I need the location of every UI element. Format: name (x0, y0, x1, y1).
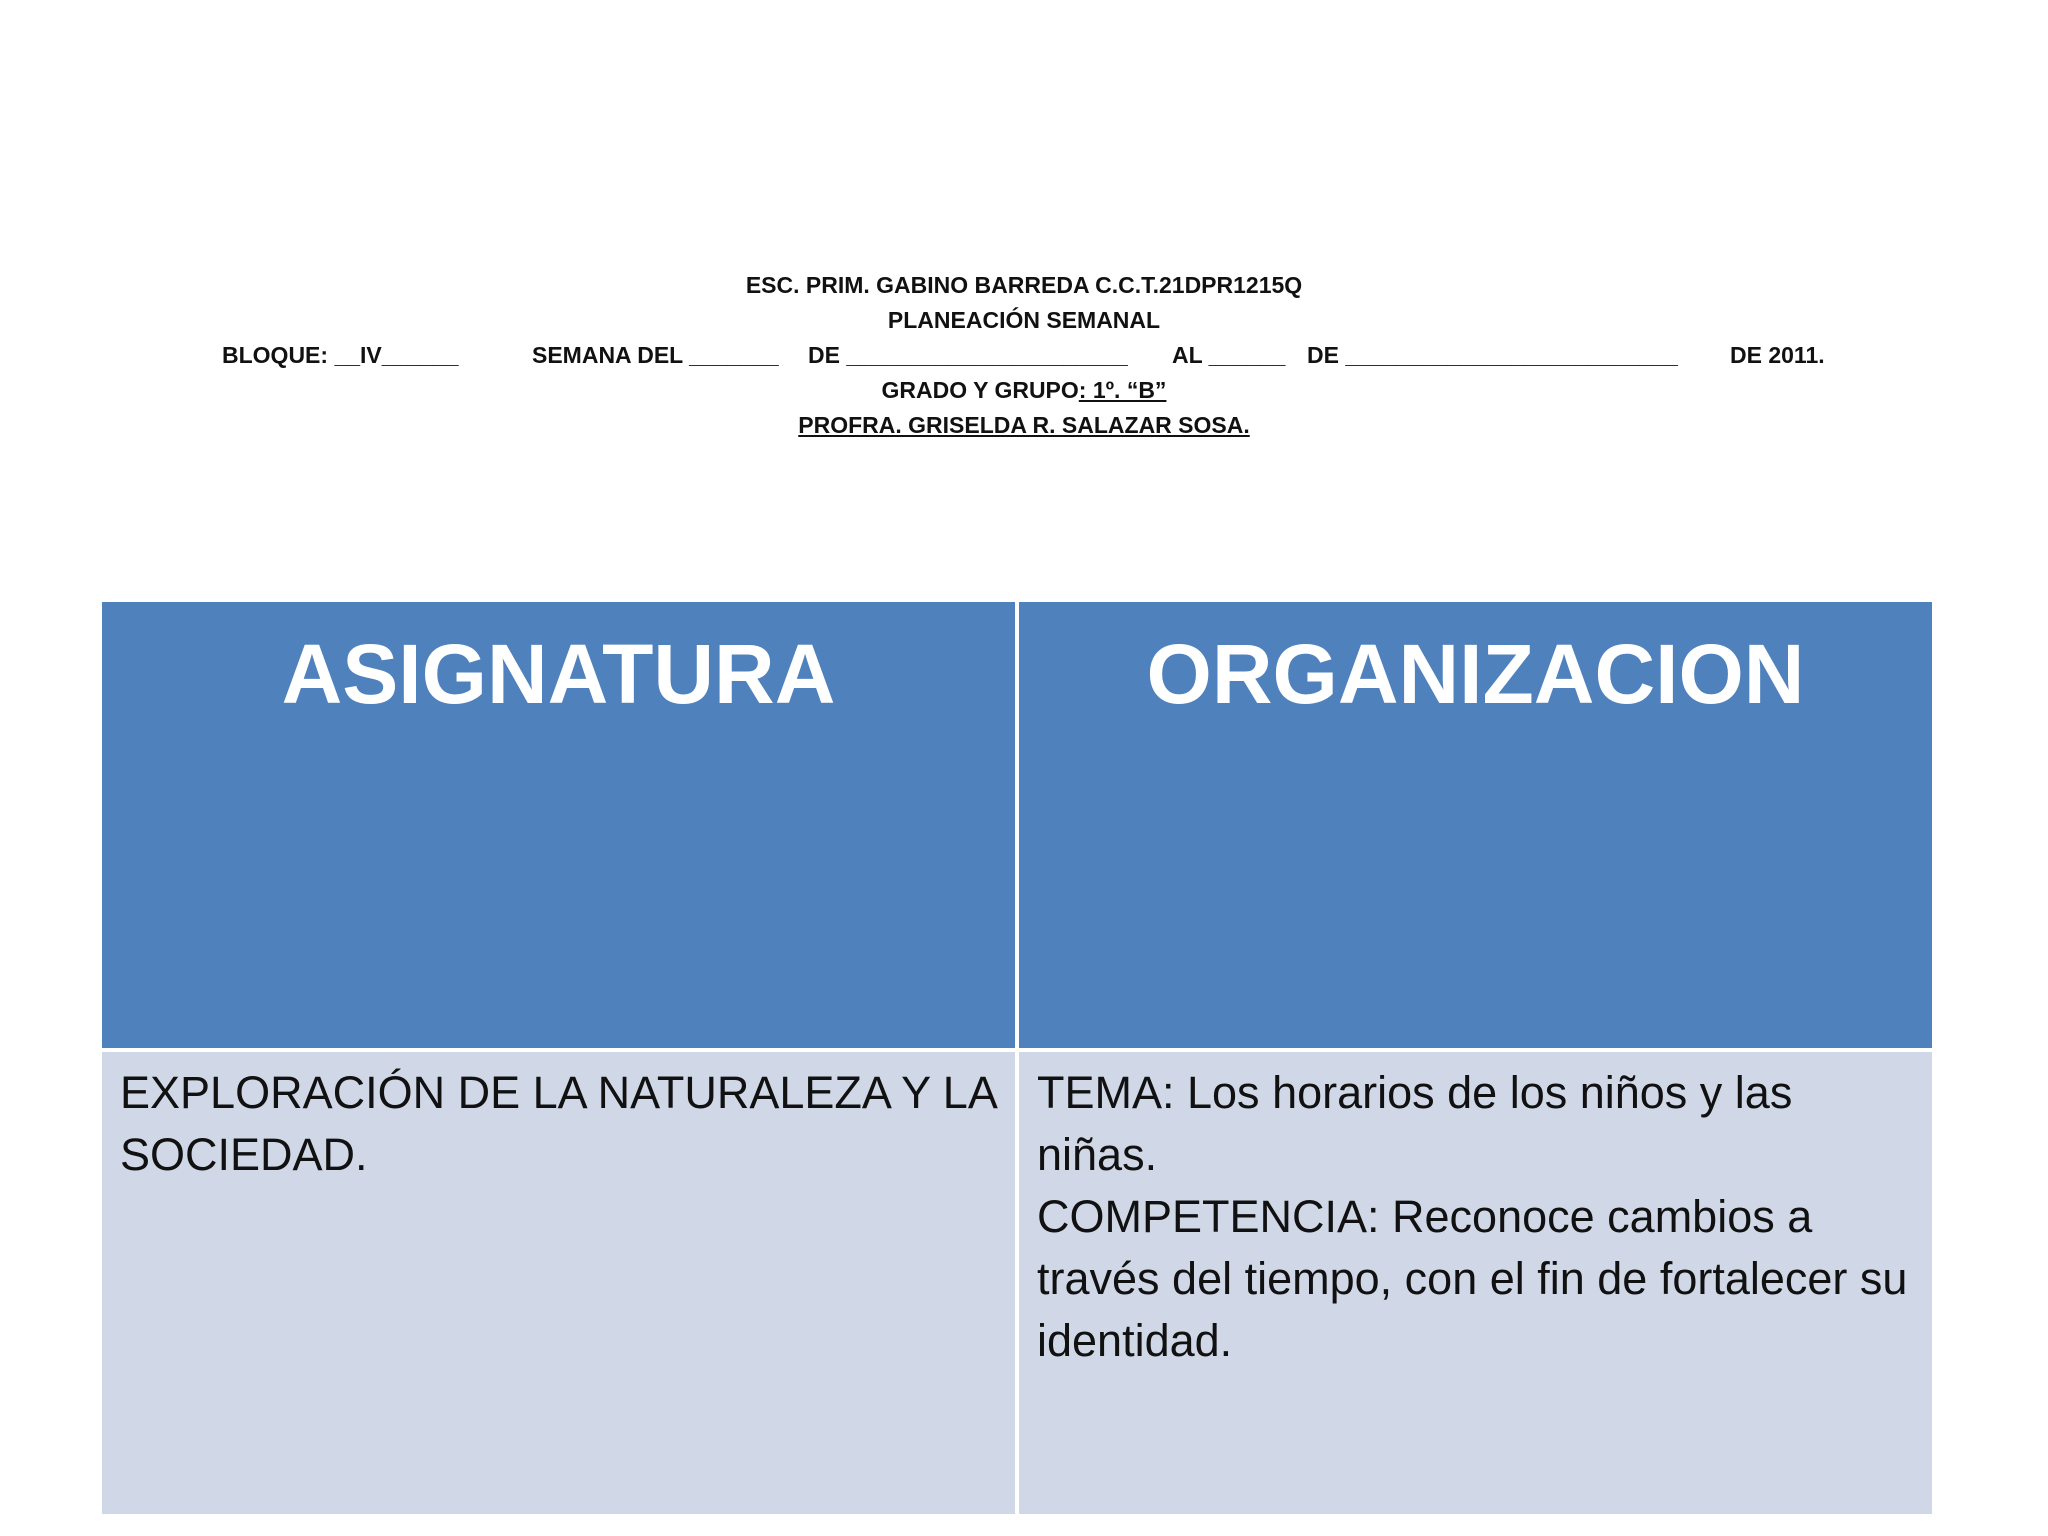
plan-title: PLANEACIÓN SEMANAL (887, 307, 1161, 333)
month-end-field: DE __________________________ (1307, 342, 1678, 368)
tema-text: TEMA: Los horarios de los niños y las niñas. (1037, 1067, 1793, 1180)
asignatura-text: EXPLORACIÓN DE LA NATURALEZA Y LA SOCIEDAD. (120, 1067, 996, 1180)
planning-table (98, 598, 1936, 1518)
column-header-organizacion-label: ORGANIZACION (1146, 627, 1805, 721)
school-name: ESC. PRIM. GABINO BARREDA C.C.T.21DPR1215Q (745, 272, 1303, 298)
teacher-name: PROFRA. GRISELDA R. SALAZAR SOSA. (798, 412, 1250, 438)
bloque-field: BLOQUE: __IV______ (222, 342, 459, 368)
week-line (0, 338, 2048, 373)
year-field: DE 2011. (1730, 342, 1825, 368)
organizacion-cell (1017, 1050, 1934, 1516)
month-start-field: DE ______________________ (808, 342, 1128, 368)
asignatura-cell (100, 1050, 1017, 1516)
semana-field: SEMANA DEL _______ (532, 342, 779, 368)
grade-group (0, 373, 2048, 408)
column-header-asignatura-label: ASIGNATURA (281, 627, 836, 721)
competencia-text: COMPETENCIA: Reconoce cambios a través del tiempo, con el fin de fortalecer su identidad. (1037, 1191, 1908, 1366)
table-header-row (100, 600, 1934, 1050)
organizacion-content (1019, 1052, 1932, 1372)
column-header-organizacion (1017, 600, 1934, 1050)
document-header (0, 268, 2048, 443)
grade-group-value: : 1º. “B” (1078, 377, 1167, 403)
grade-group-label: GRADO Y GRUPO (881, 377, 1079, 403)
table-row (100, 1050, 1934, 1516)
column-header-asignatura (100, 600, 1017, 1050)
day-end-field: AL ______ (1172, 342, 1286, 368)
